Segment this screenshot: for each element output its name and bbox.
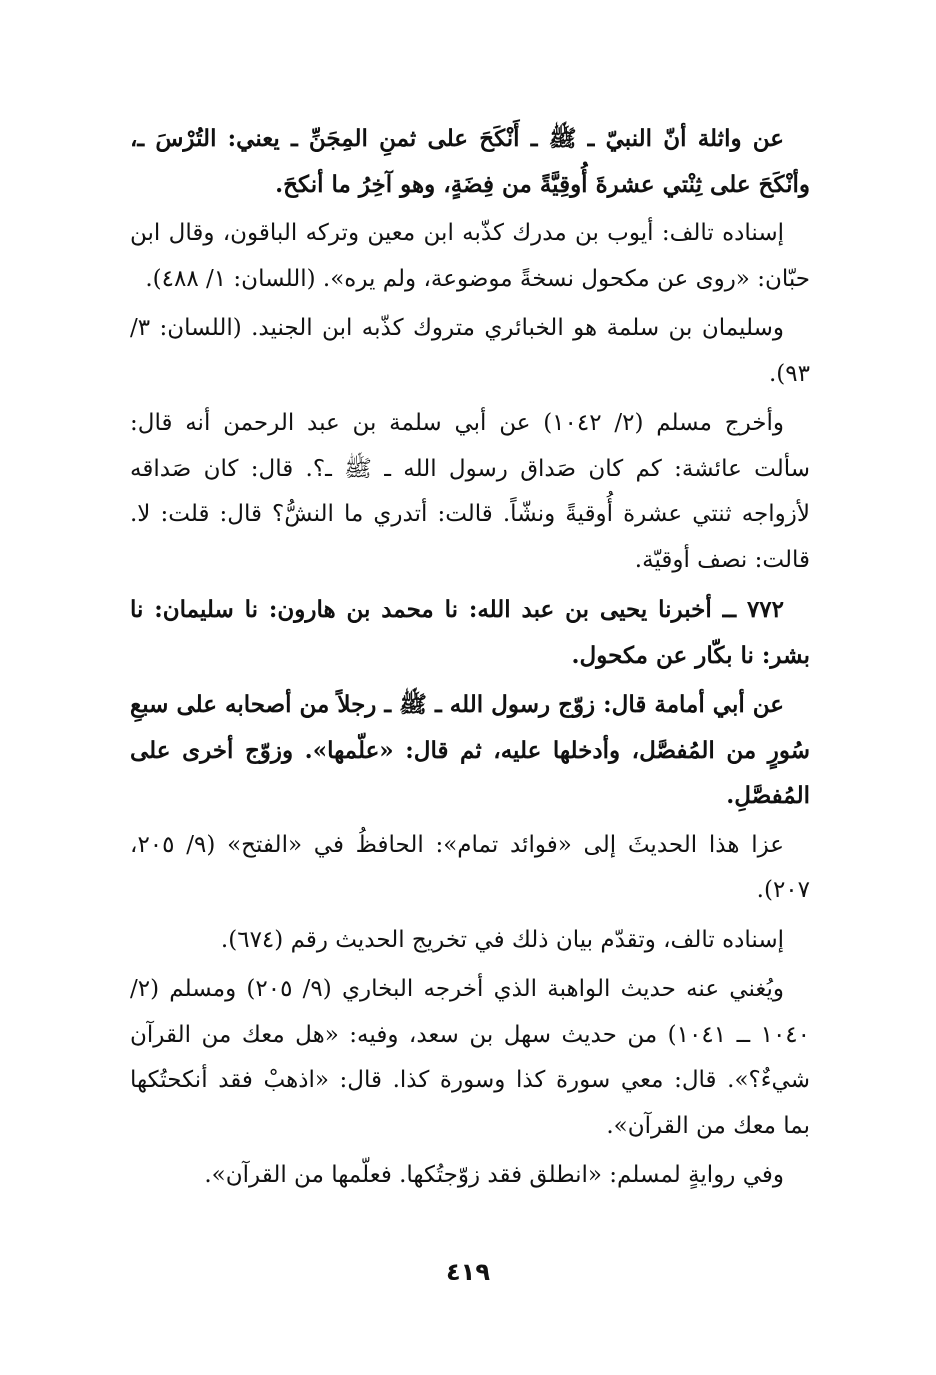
isnad-note-ayyub: إسناده تالف: أيوب بن مدرك كذّبه ابن معين وتركه الباقون، وقال ابن حبّان: «روى عن مكحول نسخةً موضوعة، ولم يره». (اللسان: ١/ ٤٨٨). xyxy=(130,220,810,292)
muslim-reference: وأخرج مسلم (٢/ ١٠٤٢) عن أبي سلمة بن عبد الرحمن أنه قال: سألت عائشة: كم كان صَداق رسول الله ـ ﷺ ـ؟. قال: كان صَداقه لأزواجه ثنتي عشرة أُوقيةً ونشّاً. قالت: أتدري ما النشُّ؟ قال: قلت: لا. قالت: نصف أوقيّة. xyxy=(130,410,810,573)
hadith-text-abu-umama: عن أبي أمامة قال: زوّج رسول الله ـ ﷺ ـ رجلاً من أصحابه على سبعِ سُورٍ من المُفصَّل، وأدخلها عليه، ثم قال: «علّمها». وزوّج أخرى على المُفصَّلِ. xyxy=(130,691,810,809)
page-body xyxy=(130,116,810,1203)
note-sulayman: وسليمان بن سلمة هو الخبائري متروك كذّبه ابن الجنيد. (اللسان: ٣/ ٩٣). xyxy=(130,315,810,387)
isnad-note-674: إسناده تالف، وتقدّم بيان ذلك في تخريج الحديث رقم (٦٧٤). xyxy=(220,926,784,953)
bukhari-muslim-reference: ويُغني عنه حديث الواهبة الذي أخرجه البخاري (٩/ ٢٠٥) ومسلم (٢/ ١٠٤٠ ــ ١٠٤١) من حديث سهل بن سعد، وفيه: «هل معك من القرآن شيءٌ؟». قال: معي سورة كذا وسورة كذا. قال: «اذهبْ فقد أنكحتُكها بما معك من القرآن». xyxy=(130,976,811,1139)
hadith-text-wathila: عن واثلة أنّ النبيّ ـ ﷺ ـ أَنْكَحَ على ثمنِ المِجَنِّ ـ يعني: التُرْسَ ـ، وأنْكَحَ على ثِنْتي عشرةَ أُوقِيَّةً من فِضَةٍ، وهو آخِرُ ما أنكحَ. xyxy=(130,125,810,198)
muslim-narration: وفي روايةٍ لمسلم: «انطلق فقد زوّجتُكها. فعلّمها من القرآن». xyxy=(204,1162,784,1188)
page-number: ٤١٩ xyxy=(446,1258,490,1286)
attribution-note: عزا هذا الحديثَ إلى «فوائد تمام»: الحافظُ في «الفتح» (٩/ ٢٠٥، ٢٠٧). xyxy=(130,831,810,903)
hadith-772-chain: ٧٧٢ ــ أخبرنا يحيى بن عبد الله: نا محمد بن هارون: نا سليمان: نا بشر: نا بكّار عن مكحول. xyxy=(130,596,810,669)
